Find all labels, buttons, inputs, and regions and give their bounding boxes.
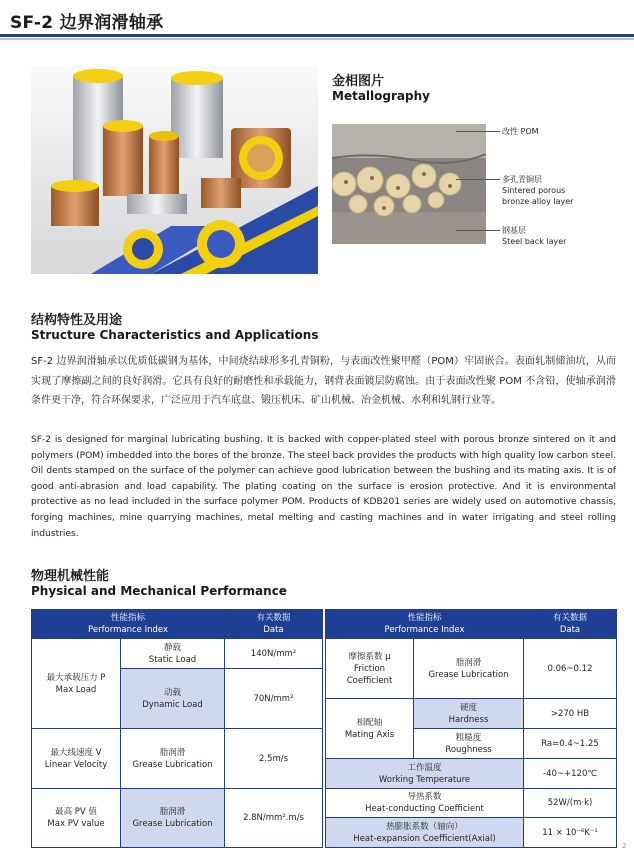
velocity-value: 2.5m/s bbox=[225, 729, 323, 789]
structure-paragraph-en: SF-2 is designed for marginal lubricating bushing. It is backed with copper-plated steel with porous bronze sintered on it and polymers (POM) imbedded into the bores of the bronze. The steel back provides the products with high quality low carbon steel. Oil dents stamped on the surface of the polymer can achieve good lubrication between the bushing and its mating axis. It is of good anti-abrasion and load capability. The plating coating on the surface is erosion protective. And it is environmental protective as no lead included in the surface polymer POM. Products of KDB201 series are widely used on automotive chassis, forging machines, mine quarrying machines, metal melting and casting machines and in water irrigating and steel rolling industries. bbox=[31, 435, 616, 539]
performance-table-right bbox=[325, 609, 617, 848]
product-photo bbox=[31, 66, 318, 274]
friction-value: 0.06~0.12 bbox=[524, 639, 617, 699]
static-load-value: 140N/mm² bbox=[225, 639, 323, 669]
callout-steel-cn: 钢基层 bbox=[502, 226, 526, 235]
heat-conducting-value: 52W/(m·k) bbox=[524, 789, 617, 818]
friction-lubrication: 脂润滑 Grease Lubrication bbox=[414, 639, 524, 699]
structure-heading-cn: 结构特性及用途 bbox=[31, 313, 123, 328]
structure-heading bbox=[31, 309, 318, 342]
roughness-label: 粗糙度 Roughness bbox=[414, 729, 524, 759]
metallography-heading bbox=[332, 70, 430, 103]
physical-heading-cn: 物理机械性能 bbox=[31, 569, 110, 584]
roughness-value: Ra=0.4~1.25 bbox=[524, 729, 617, 759]
dynamic-load-value: 70N/mm² bbox=[225, 669, 323, 729]
callout-bronze-en: Sintered porous bronze alloy layer bbox=[502, 186, 574, 206]
page-number: 2 bbox=[622, 842, 627, 850]
physical-heading-en: Physical and Mechanical Performance bbox=[31, 584, 287, 598]
pv-label: 最高 PV 值 Max PV value bbox=[32, 789, 121, 848]
velocity-label: 最大线速度 V Linear Velocity bbox=[32, 729, 121, 789]
heat-expansion-label: 热膨胀系数（轴向） Heat-expansion Coefficient(Axial) bbox=[326, 818, 524, 848]
callout-pom bbox=[502, 126, 539, 137]
metallography-image bbox=[332, 124, 486, 244]
header-performance-index: 性能指标 Performance Index bbox=[32, 610, 225, 639]
callout-steel-en: Steel back layer bbox=[502, 237, 567, 246]
static-load-label: 静载 Static Load bbox=[121, 639, 225, 669]
performance-table-left bbox=[31, 609, 323, 848]
bushings-illustration bbox=[31, 66, 318, 274]
micrograph bbox=[332, 124, 486, 244]
metallography-heading-en: Metallography bbox=[332, 89, 430, 103]
hardness-value: >270 HB bbox=[524, 699, 617, 729]
metallography-heading-cn: 金相图片 bbox=[332, 74, 385, 89]
callout-steel bbox=[502, 225, 566, 247]
page-title: SF-2 边界润滑轴承 bbox=[10, 13, 164, 33]
structure-heading-en: Structure Characteristics and Applications bbox=[31, 328, 319, 342]
structure-paragraph-cn: SF-2 边界润滑轴承以优质低碳钢为基体，中间烧结球形多孔青铜粉，与表面改性聚甲醛（POM）牢固嵌合。表面轧制储油坑，从而实现了摩擦副之间的良好润滑。它具有良好的耐磨性和承载能力，钢背表面镀层防腐蚀。由于表面改性聚 POM 不含铅，使轴承润滑条件更干净，符合环保要求，广泛应用于汽车底盘、锻压机床、矿山机械、冶金机械、水利和轧钢行业等。 bbox=[31, 356, 616, 407]
dynamic-load-label: 动载 Dynamic Load bbox=[121, 669, 225, 729]
heat-expansion-value: 11 × 10⁻⁶K⁻¹ bbox=[524, 818, 617, 848]
max-load-label: 最大承载压力 P Max Load bbox=[32, 639, 121, 729]
header-data-right: 有关数据 Data bbox=[524, 610, 617, 639]
callout-line-pom bbox=[456, 131, 500, 132]
temperature-label: 工作温度 Working Temperature bbox=[326, 759, 524, 789]
header-rule-light bbox=[0, 38, 634, 40]
mating-axis-label: 相配轴 Mating Axis bbox=[326, 699, 414, 759]
hardness-label: 硬度 Hardness bbox=[414, 699, 524, 729]
physical-heading bbox=[31, 565, 287, 598]
friction-label: 摩擦系数 μ Friction Coefficient bbox=[326, 639, 414, 699]
pv-value: 2.8N/mm².m/s bbox=[225, 789, 323, 848]
header-data: 有关数据 Data bbox=[225, 610, 323, 639]
header-rule bbox=[0, 34, 634, 37]
temperature-value: -40~+120℃ bbox=[524, 759, 617, 789]
callout-bronze-cn: 多孔青铜层 bbox=[502, 175, 542, 184]
velocity-lubrication: 脂润滑 Grease Lubrication bbox=[121, 729, 225, 789]
callout-pom-cn: 改性 POM bbox=[502, 127, 539, 136]
callout-bronze bbox=[502, 174, 582, 207]
header-performance-index-right: 性能指标 Performance Index bbox=[326, 610, 524, 639]
pv-lubrication: 脂润滑 Grease Lubrication bbox=[121, 789, 225, 848]
callout-line-bronze bbox=[456, 179, 500, 180]
callout-line-steel bbox=[456, 230, 500, 231]
heat-conducting-label: 导热系数 Heat-conducting Coefficient bbox=[326, 789, 524, 818]
